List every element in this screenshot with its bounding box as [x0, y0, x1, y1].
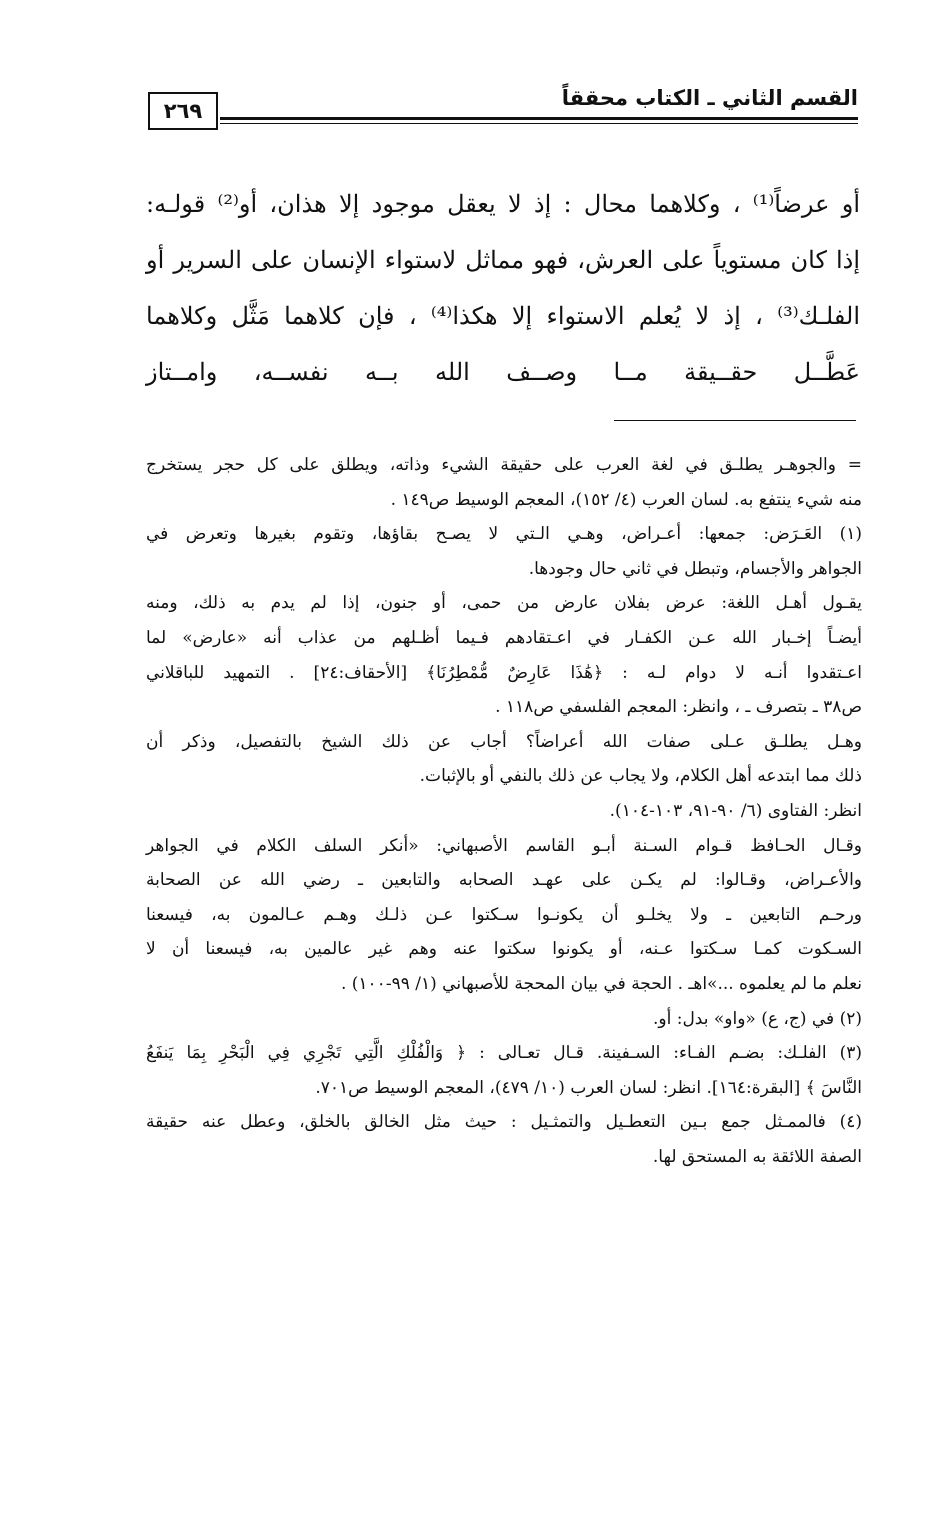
main-text-line: أو عرضاً⁽¹⁾ ، وكلاهما محال : إذ لا يعقل موجود إلا هذان، أو⁽²⁾ قولـه: — [146, 190, 861, 218]
footnote-line: انظر: الفتاوى (٦/ ٩٠-٩١، ١٠٣-١٠٤). — [609, 800, 862, 821]
footnote-line: الجواهر والأجسام، وتبطل في ثاني حال وجودها. — [528, 558, 862, 579]
footnote-line: نعلم ما لم يعلموه ...»اهـ . الحجة في بيان المحجة للأصبهاني (١/ ٩٩-١٠٠) . — [340, 973, 862, 994]
header-rule — [220, 117, 858, 120]
header-rule-thin — [220, 123, 858, 124]
footnote-line: ذلك مما ابتدعه أهل الكلام، ولا يجاب عن ذلك بالنفي أو بالإثبات. — [419, 766, 862, 787]
footnote-line: اعـتقدوا أنـه لا دوام لـه : ﴿هَٰذَا عَارِضٌ مُّمْطِرُنَا﴾ [الأحقاف:٢٤] . التمهيد للباقلاني — [146, 662, 862, 683]
footnote-line: ص٣٨ ـ بتصرف ـ ، وانظر: المعجم الفلسفي ص١١٨ . — [495, 697, 862, 718]
main-text — [146, 176, 860, 400]
footnote-line: والأعـراض، وقـالوا: لم يكـن على عهـد الصحابه والتابعين ـ رضي الله عن الصحابة — [146, 870, 862, 891]
footnote-line: منه شيء ينتفع به. لسان العرب (٤/ ١٥٢)، المعجم الوسيط ص١٤٩ . — [390, 489, 862, 510]
footnote-line: (٤) فالممـثل جمع بـين التعطـيل والتمثـيل : حيث مثل الخالق بالخلق، وعطل عنه حقيقة — [146, 1112, 862, 1133]
footnote-line: وهـل يطلـق عـلى صفات الله أعراضاً؟ أجاب عن ذلك الشيخ بالتفصيل، وذكر أن — [146, 731, 862, 752]
running-title: القسم الثاني ـ الكتاب محققاً — [561, 86, 858, 110]
main-text-line: عَطَّــل حقــيقة مــا وصــف الله بــه نفســه، وامــتاز — [146, 358, 860, 386]
footnote-line: الصفة اللائقة به المستحق لها. — [652, 1146, 862, 1167]
footnote-line: = والجوهـر يطلـق في لغة العرب على حقيقة الشيء وذاته، ويطلق على كل حجر يستخرج — [146, 455, 862, 475]
main-text-line: إذا كان مستوياً على العرش، فهو مماثل لاستواء الإنسان على السرير أو — [146, 246, 860, 274]
footnote-line: النَّاسَ ﴾ [البقرة:١٦٤]. انظر: لسان العرب (١٠/ ٤٧٩)، المعجم الوسيط ص٧٠١. — [315, 1077, 862, 1098]
footnote-line: أيضـاً إخـبار الله عـن الكفـار في اعـتقادهم فـيما أظـلهم من عذاب أنه «عارض» لما — [146, 627, 862, 648]
footnote-line: السـكوت كمـا سـكتوا عـنه، أو يكونوا سكتوا عنه وهم غير عالمين به، فيسعنا أن لا — [146, 939, 862, 960]
page-number: ٢٦٩ — [148, 92, 218, 130]
footnote-line: ورحـم التابعين ـ ولا يخلـو أن يكونـوا سـكتوا عـن ذلـك وهـم عـالمون به، فيسعنا — [146, 904, 862, 925]
footnotes — [146, 448, 862, 1174]
footnote-line: (١) العَـرَض: جمعها: أعـراض، وهـي الـتي لا يصـح بقاؤها، وتقوم بغيرها وتعرض في — [146, 524, 862, 545]
footnote-line: يقـول أهـل اللغة: عرض بفلان عارض من حمى، أو جنون، إذا لم يدم به ذلك، ومنه — [146, 593, 862, 614]
page-header — [148, 84, 858, 130]
footnote-separator — [614, 420, 856, 421]
main-text-line: الفلـك⁽³⁾ ، إذ لا يُعلم الاستواء إلا هكذا⁽⁴⁾ ، فإن كلاهما مَثَّل وكلاهما — [146, 302, 860, 330]
footnote-line: (٣) الفلـك: بضـم الفـاء: السـفينة. قـال تعـالى : ﴿ وَالْفُلْكِ الَّتِي تَجْرِي فِي الْبَحْرِ بِمَا يَنفَعُ — [146, 1043, 862, 1064]
footnote-line: (٢) في (ج، ع) «واو» بدل: أو. — [652, 1008, 862, 1029]
footnote-line: وقـال الحـافظ قـوام السـنة أبـو القاسم الأصبهاني: «أنكر السلف الكلام في الجواهر — [146, 835, 862, 856]
